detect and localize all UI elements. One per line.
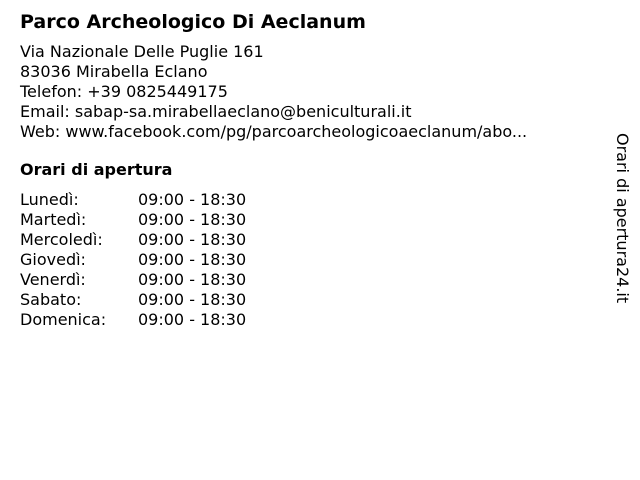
hours-day: Sabato: (20, 290, 82, 309)
opening-hours-heading: Orari di apertura (20, 160, 173, 179)
hours-row-friday (20, 270, 590, 290)
email-line: Email: sabap-sa.mirabellaeclano@beniculturali.it (20, 102, 412, 121)
hours-row-sunday (20, 310, 590, 330)
hours-day: Giovedì: (20, 250, 86, 269)
site-watermark: Orari di apertura24.it (613, 133, 632, 304)
hours-time: 09:00 - 18:30 (138, 310, 247, 329)
hours-time: 09:00 - 18:30 (138, 270, 247, 289)
place-title: Parco Archeologico Di Aeclanum (20, 11, 366, 33)
hours-time: 09:00 - 18:30 (138, 290, 247, 309)
hours-time: 09:00 - 18:30 (138, 210, 247, 229)
address-line-street: Via Nazionale Delle Puglie 161 (20, 42, 264, 61)
hours-day: Martedì: (20, 210, 87, 229)
hours-day: Domenica: (20, 310, 107, 329)
hours-time: 09:00 - 18:30 (138, 230, 247, 249)
hours-row-thursday (20, 250, 590, 270)
hours-row-wednesday (20, 230, 590, 250)
hours-day: Mercoledì: (20, 230, 103, 249)
address-line-city: 83036 Mirabella Eclano (20, 62, 208, 81)
hours-time: 09:00 - 18:30 (138, 250, 247, 269)
web-line: Web: www.facebook.com/pg/parcoarcheologicoaeclanum/abo... (20, 122, 528, 141)
hours-time: 09:00 - 18:30 (138, 190, 247, 209)
hours-day: Lunedì: (20, 190, 79, 209)
opening-hours-table (20, 190, 590, 330)
hours-day: Venerdì: (20, 270, 86, 289)
phone-line: Telefon: +39 0825449175 (20, 82, 228, 101)
place-card (20, 10, 590, 330)
hours-row-tuesday (20, 210, 590, 230)
hours-row-monday (20, 190, 590, 210)
hours-row-saturday (20, 290, 590, 310)
